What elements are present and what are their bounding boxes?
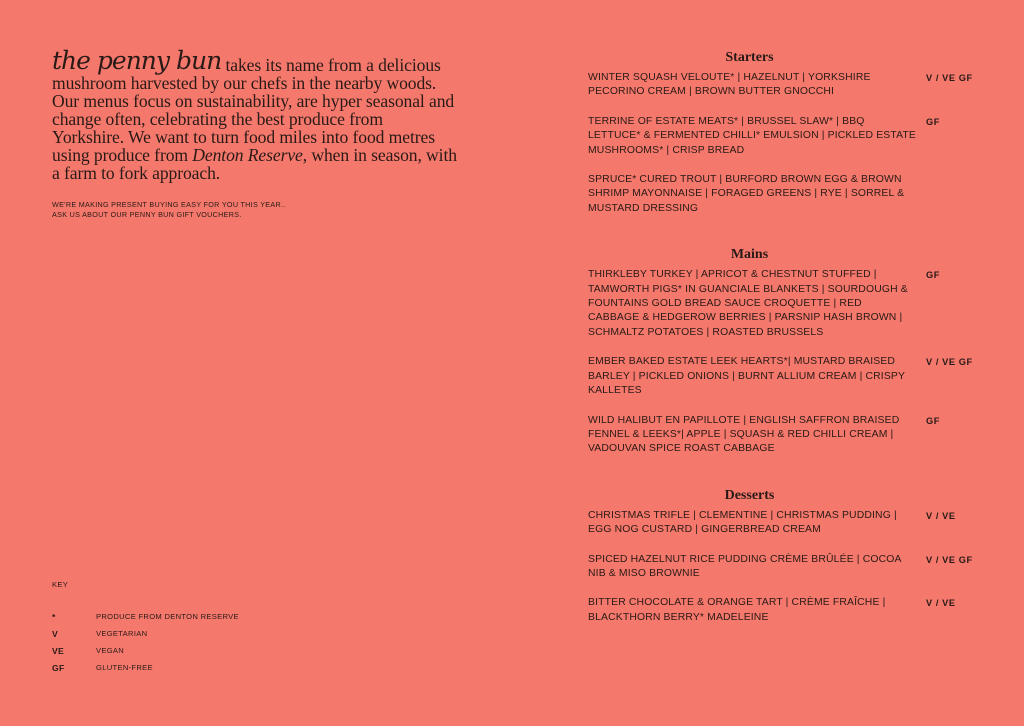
dish-description: TERRINE OF ESTATE MEATS* | BRUSSEL SLAW* | BBQ LETTUCE* & FERMENTED CHILLI* EMULSION | PICKLED ESTATE MUSHROOMS* | CRISP BREAD: [588, 115, 916, 156]
dish-item: [588, 414, 988, 457]
desserts-section: [588, 487, 988, 625]
dietary-tags: V / VE GF: [926, 554, 973, 565]
key-label: PRODUCE FROM DENTON RESERVE: [96, 612, 239, 621]
key-row: [52, 629, 352, 646]
gift-voucher-note: WE'RE MAKING PRESENT BUYING EASY FOR YOU THIS YEAR.. ASK US ABOUT OUR PENNY BUN GIFT VOUCHERS.: [52, 200, 286, 219]
dish-description: SPRUCE* CURED TROUT | BURFORD BROWN EGG & BROWN SHRIMP MAYONNAISE | FORAGED GREENS | RYE | SORREL & MUSTARD DRESSING: [588, 174, 905, 214]
section-title-mains: Mains: [730, 247, 769, 263]
dietary-key: [52, 580, 352, 680]
intro-text-1: takes its name from a delicious mushroom harvested by our chefs in the nearby woods. Our menus focus on sustainability, are hyper seasonal and change often, celebrating the best produce from Yorkshire. We want to turn food miles into food metres using produce from: [52, 55, 455, 165]
key-row: [52, 646, 352, 663]
intro-block: [52, 46, 457, 219]
starters-section: [588, 49, 988, 216]
dish-item: [588, 509, 988, 538]
section-title-starters: Starters: [725, 50, 774, 65]
dish-item: [588, 115, 988, 158]
dish-description: WINTER SQUASH VELOUTE* | HAZELNUT | YORKSHIRE PECORINO CREAM | BROWN BUTTER GNOCCHI: [588, 72, 871, 98]
key-symbol: V: [52, 629, 59, 639]
intro-paragraph: [52, 46, 457, 183]
dish-description: CHRISTMAS TRIFLE | CLEMENTINE | CHRISTMAS PUDDING | EGG NOG CUSTARD | GINGERBREAD CREAM: [588, 509, 897, 536]
dietary-tags: GF: [926, 415, 940, 426]
mains-section: [588, 246, 988, 456]
menu-list: [588, 49, 988, 655]
key-label: VEGETARIAN: [96, 629, 148, 638]
dish-item: [588, 596, 988, 625]
dish-description: SPICED HAZELNUT RICE PUDDING CRÈME BRÛLÉE | COCOA NIB & MISO BROWNIE: [588, 553, 901, 579]
section-title-desserts: Desserts: [724, 487, 775, 503]
dish-description: WILD HALIBUT EN PAPILLOTE | ENGLISH SAFFRON BRAISED FENNEL & LEEKS*| APPLE | SQUASH & RED CHILLI CREAM | VADOUVAN SPICE ROAST CABBAGE: [588, 414, 900, 455]
dietary-tags: V / VE: [926, 598, 956, 609]
key-title: KEY: [52, 580, 69, 589]
intro-text-2: , when in season, with a farm to fork approach.: [52, 145, 457, 183]
denton-reserve-text: Denton Reserve: [192, 145, 303, 165]
dish-item: [588, 173, 988, 216]
dietary-tags: V / VE: [926, 510, 956, 521]
dietary-tags: V / VE GF: [926, 73, 973, 83]
dish-description: EMBER BAKED ESTATE LEEK HEARTS*| MUSTARD BRAISED BARLEY | PICKLED ONIONS | BURNT ALLIUM CREAM | CRISPY KALLETES: [588, 356, 905, 397]
key-row: [52, 663, 352, 680]
dish-item: [588, 553, 988, 582]
key-symbol: VE: [52, 646, 65, 656]
dietary-tags: GF: [926, 116, 940, 127]
dish-item: [588, 71, 988, 100]
dietary-tags: GF: [926, 270, 940, 281]
key-row: [52, 612, 352, 629]
key-label: GLUTEN-FREE: [96, 663, 153, 672]
dish-description: BITTER CHOCOLATE & ORANGE TART | CRÈME FRAÎCHE | BLACKTHORN BERRY* MADELEINE: [588, 597, 886, 623]
dietary-tags: V / VE GF: [926, 357, 973, 368]
brand-logo: the penny bun: [52, 46, 222, 75]
key-symbol: *: [52, 612, 56, 622]
key-label: VEGAN: [96, 646, 125, 655]
dish-description: THIRKLEBY TURKEY | APRICOT & CHESTNUT STUFFED | TAMWORTH PIGS* IN GUANCIALE BLANKETS | SOURDOUGH & FOUNTAINS GOLD BREAD SAUCE CROQUETTE | RED CABBAGE & HEDGEROW BERRIES | PARSNIP HASH BROWN | SCHMALTZ POTATOES | ROASTED BRUSSELS: [588, 269, 908, 338]
key-symbol: GF: [52, 663, 65, 673]
dish-item: [588, 268, 988, 340]
dish-item: [588, 355, 988, 398]
